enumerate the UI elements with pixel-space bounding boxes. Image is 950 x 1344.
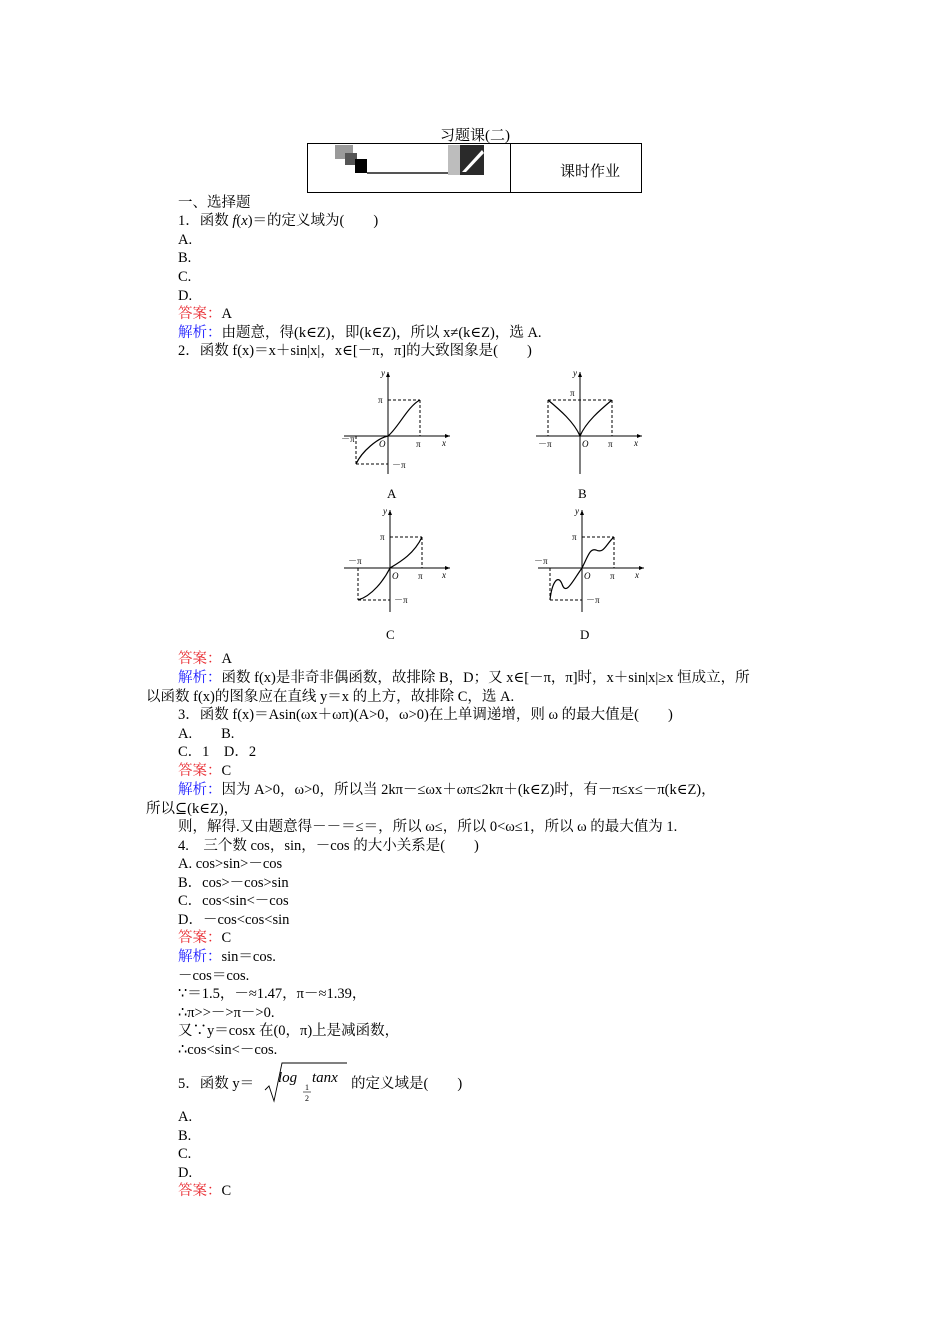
graph-a-origin-label: O (379, 439, 386, 449)
graph-b-origin-label: O (582, 439, 589, 449)
section-heading: 一、选择题 (178, 195, 251, 211)
graph-a-neg-pi-x: －π (341, 434, 355, 444)
q5-option-a: A. (178, 1109, 193, 1125)
q3-analysis-3: 则，解得.又由题意得－－＝≤＝，所以 ω≤，所以 0<ω≤1，所以 ω 的最大值为 1. (178, 819, 678, 835)
graph-b-label: B (578, 486, 587, 501)
q1-option-d: D. (178, 288, 193, 304)
q2-analysis-2: 以函数 f(x)的图象应在直线 y＝x 的上方，故排除 C，选 A. (146, 689, 515, 705)
svg-text:log: log (278, 1070, 298, 1086)
graph-c-x-label: x (442, 570, 446, 580)
graph-c (338, 504, 458, 616)
graph-c-origin-label: O (392, 571, 399, 581)
q1-option-a: A. (178, 232, 193, 248)
graph-c-label: C (386, 627, 395, 642)
graph-c-neg-pi-x: －π (348, 556, 362, 566)
q4-analysis-line: ∴π>>－>π－>0. (178, 1005, 275, 1021)
q4-option-b: B．cos>－cos>sin (178, 875, 289, 891)
graph-a-pi-x: π (416, 439, 421, 449)
graph-a (338, 366, 458, 478)
graph-c-pi-x: π (418, 571, 423, 581)
graph-c-pi-y: π (380, 532, 385, 542)
graph-a-x-label: x (442, 438, 446, 448)
graph-d-origin-label: O (584, 571, 591, 581)
q4-option-d: D．－cos<cos<sin (178, 912, 290, 928)
q4-analysis-line: 又∵y＝cosx 在(0，π)上是减函数， (178, 1023, 400, 1039)
q2-analysis-1: 解析：函数 f(x)是非奇非偶函数，故排除 B，D；又 x∈[－π，π]时，x＋sin|x|≥x 恒成立，所 (178, 670, 750, 686)
svg-text:1: 1 (305, 1083, 309, 1092)
q2-stem: 2．函数 f(x)＝x＋sin|x|，x∈[－π，π]的大致图象是( ) (178, 343, 532, 359)
q3-options-ab: A. B. (178, 726, 235, 742)
q5-option-c: C. (178, 1146, 192, 1162)
graph-b-neg-pi-x: －π (538, 439, 552, 449)
q4-option-c: C．cos<sin<－cos (178, 893, 289, 909)
q1-answer: 答案：A (178, 306, 232, 322)
q4-answer: 答案：C (178, 930, 232, 946)
header-decoration-icon (330, 144, 490, 178)
graph-d-neg-pi-y: －π (586, 595, 600, 605)
graph-a-y-label: y (381, 368, 385, 378)
graph-d-label: D (580, 627, 590, 642)
q1-option-b: B. (178, 250, 192, 266)
q3-stem: 3．函数 f(x)＝Asin(ωx＋ωπ)(A>0，ω>0)在上单调递增，则 ω 的最大值是( ) (178, 707, 673, 723)
q5-answer: 答案：C (178, 1183, 232, 1199)
graph-b (530, 366, 650, 478)
q1-analysis: 解析：由题意，得(k∈Z)，即(k∈Z)，所以 x≠(k∈Z)，选 A. (178, 325, 542, 341)
graph-c-y-label: y (383, 506, 387, 516)
q4-option-a: A. cos>sin>－cos (178, 856, 283, 872)
document-title: 习题课(二) (440, 128, 510, 144)
graph-b-pi-x: π (608, 439, 613, 449)
q5-stem-end: 的定义域是( ) (351, 1076, 463, 1092)
q4-analysis-1: 解析：sin＝cos. (178, 949, 276, 965)
graph-a-label: A (387, 486, 397, 501)
q4-analysis-line: ∴cos<sin<－cos. (178, 1042, 278, 1058)
graph-a-neg-pi-y: －π (392, 460, 406, 470)
q5-stem-start: 5．函数 y＝ (178, 1076, 255, 1092)
q5-option-d: D. (178, 1165, 193, 1181)
graph-d-neg-pi-x: －π (534, 556, 548, 566)
svg-text:tanx: tanx (312, 1070, 338, 1086)
graph-d-x-label: x (635, 570, 639, 580)
graph-d-pi-y: π (572, 532, 577, 542)
graph-b-pi-y: π (570, 388, 575, 398)
q4-analysis-line: ∵＝1.5，－≈1.47，π－≈1.39， (178, 986, 367, 1002)
q5-formula-sqrt-log (263, 1060, 349, 1106)
graph-a-pi-y: π (378, 395, 383, 405)
graph-b-y-label: y (573, 368, 577, 378)
q3-analysis-2: 所以⊆(k∈Z)， (146, 801, 239, 817)
q3-analysis-1: 解析：因为 A>0，ω>0，所以当 2kπ－≤ωx＋ωπ≤2kπ＋(k∈Z)时，有－π≤x≤－π(k∈Z)， (178, 782, 716, 798)
q3-answer: 答案：C (178, 763, 232, 779)
graph-b-x-label: x (634, 438, 638, 448)
q4-stem: 4. 三个数 cos，sin，－cos 的大小关系是( ) (178, 838, 479, 854)
graph-d-pi-x: π (610, 571, 615, 581)
svg-text:2: 2 (305, 1094, 309, 1103)
header-label: 课时作业 (560, 163, 621, 180)
q1-option-c: C. (178, 269, 192, 285)
q5-option-b: B. (178, 1128, 192, 1144)
graph-c-neg-pi-y: －π (394, 595, 408, 605)
header-divider (510, 143, 511, 193)
q3-options-cd: C．1 D．2 (178, 744, 257, 760)
q2-answer: 答案：A (178, 651, 232, 667)
q1-stem: 1．函数 f(x)＝的定义域为( ) (178, 213, 379, 229)
graph-d-y-label: y (575, 506, 579, 516)
q4-analysis-line: －cos＝cos. (178, 968, 250, 984)
graph-d (532, 504, 652, 616)
